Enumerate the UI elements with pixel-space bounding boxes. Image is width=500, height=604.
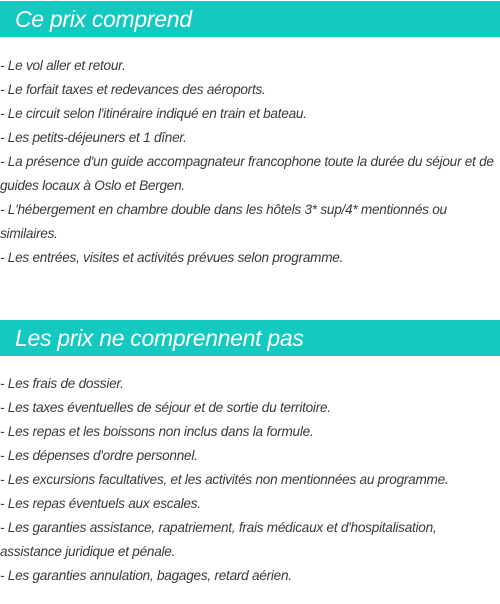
excludes-item: - Les excursions facultatives, et les activités non mentionnées au programme.	[0, 472, 449, 487]
includes-item: - La présence d'un guide accompagnateur francophone toute la durée du séjour et de guides locaux à Oslo et Bergen.	[0, 154, 494, 193]
excludes-section-title: Les prix ne comprennent pas	[0, 320, 500, 356]
excludes-item: - Les repas et les boissons non inclus dans la formule.	[0, 424, 314, 439]
excludes-list	[0, 372, 500, 588]
includes-item: - L'hébergement en chambre double dans les hôtels 3* sup/4* mentionnés ou similaires.	[0, 202, 447, 241]
includes-item: - Le forfait taxes et redevances des aéroports.	[0, 82, 266, 97]
excludes-item: - Les repas éventuels aux escales.	[0, 496, 201, 511]
includes-section-title: Ce prix comprend	[0, 1, 500, 37]
excludes-item: - Les taxes éventuelles de séjour et de sortie du territoire.	[0, 400, 331, 415]
includes-item: - Le circuit selon l'itinéraire indiqué en train et bateau.	[0, 106, 307, 121]
excludes-item: - Les garanties assistance, rapatriement, frais médicaux et d'hospitalisation, assistance juridique et pénale.	[0, 520, 437, 559]
includes-item: - Les petits-déjeuners et 1 dîner.	[0, 130, 187, 145]
excludes-item: - Les garanties annulation, bagages, retard aérien.	[0, 568, 292, 583]
includes-item: - Les entrées, visites et activités prévues selon programme.	[0, 250, 344, 265]
excludes-item: - Les frais de dossier.	[0, 376, 124, 391]
includes-item: - Le vol aller et retour.	[0, 58, 126, 73]
includes-list	[0, 54, 500, 270]
excludes-item: - Les dépenses d'ordre personnel.	[0, 448, 198, 463]
